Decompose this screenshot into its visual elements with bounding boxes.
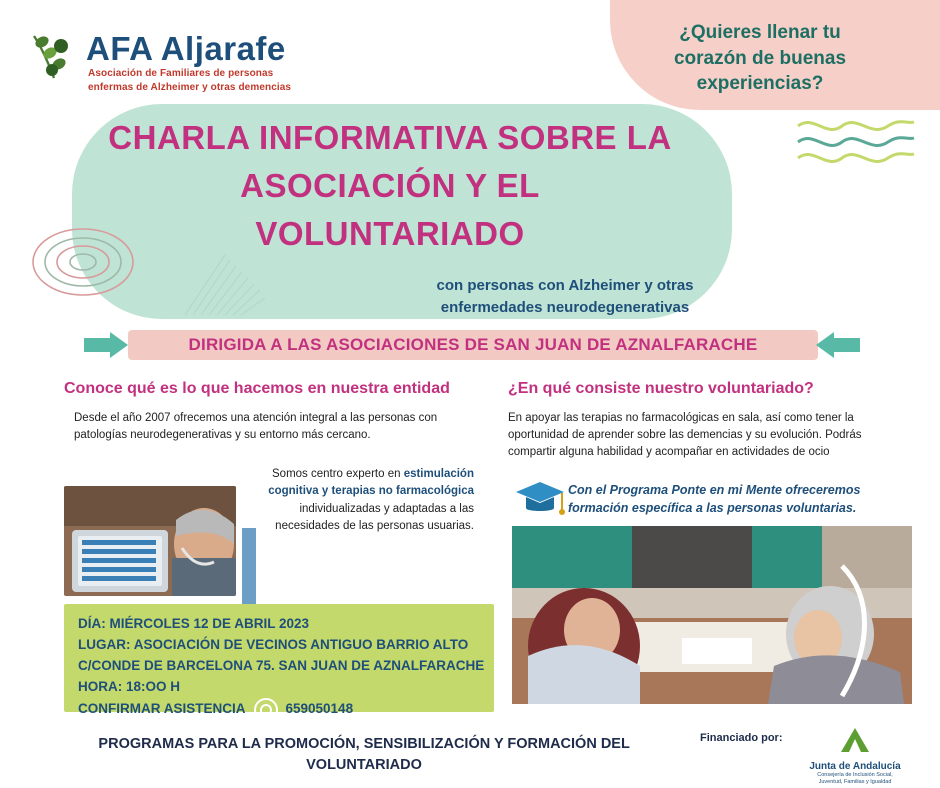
left-column-paragraph: Desde el año 2007 ofrecemos una atención integral a las personas con patologías neurodegenerativas y su entorno más cercano. xyxy=(74,412,438,442)
hatch-triangle-icon xyxy=(180,250,270,320)
subtitle-line2: enfermedades neurodegenerativas xyxy=(440,298,690,316)
page-title xyxy=(60,114,720,258)
logo-subtitle-line2: enfermas de Alzheimer y otras demencias xyxy=(88,82,292,93)
event-address: C/CONDE DE BARCELONA 75. SAN JUAN DE AZNALFARACHE xyxy=(78,657,485,673)
callout-line2: corazón de buenas xyxy=(673,47,847,69)
junta-sub1: Consejería de Inclusión Social, xyxy=(817,772,893,778)
whatsapp-icon xyxy=(254,698,278,722)
tablet-user-photo xyxy=(64,486,236,596)
logo-subtitle-line1: Asociación de Familiares de personas xyxy=(88,68,274,79)
left-column-heading: Conoce qué es lo que hacemos en nuestra entidad xyxy=(64,380,450,397)
program-note: Con el Programa Ponte en mi Mente ofreceremos formación específica a las personas voluntarias. xyxy=(568,483,861,515)
financed-by-label: Financiado por: xyxy=(700,732,783,744)
subtitle-line1: con personas con Alzheimer y otras xyxy=(436,277,694,294)
flow-text-post: individualizadas y adaptadas a las necesidades de las personas usuarias. xyxy=(275,502,474,532)
footer-title-line1: PROGRAMAS PARA LA PROMOCIÓN, SENSIBILIZACIÓN Y FORMACIÓN DEL xyxy=(98,736,630,752)
target-audience-ribbon: DIRIGIDA A LAS ASOCIACIONES DE SAN JUAN DE AZNALFARACHE xyxy=(128,330,818,360)
title-line2: ASOCIACIÓN Y EL xyxy=(240,166,540,204)
event-day: DÍA: MIÉRCOLES 12 DE ABRIL 2023 xyxy=(78,616,310,631)
volunteer-session-photo xyxy=(512,526,912,704)
callout-line1: ¿Quieres llenar tu xyxy=(679,22,841,43)
arrow-left-icon xyxy=(816,332,860,358)
contact-phone[interactable]: 659050148 xyxy=(285,701,354,717)
left-column-flow-text xyxy=(244,466,474,535)
callout-question xyxy=(610,20,910,97)
logo-title: AFA Aljarafe xyxy=(86,30,286,67)
confirm-row xyxy=(78,698,480,722)
squiggle-lines-icon xyxy=(796,112,916,172)
logo xyxy=(28,16,328,94)
right-column-paragraph: En apoyar las terapias no farmacológicas en sala, así como tener la oportunidad de aprender sobre las demencias y su evolución. Podrás compartir alguna habilidad y acompañar en actividades de ocio xyxy=(508,412,862,458)
right-photo xyxy=(512,526,912,704)
flow-text-bold: estimulación cognitiva y terapias no farmacológica xyxy=(268,468,474,498)
footer-title-line2: VOLUNTARIADO xyxy=(306,757,422,774)
junta-sub2: Juventud, Familias y Igualdad xyxy=(818,779,892,786)
footer-program-title xyxy=(64,734,664,776)
page-subtitle xyxy=(400,275,730,319)
left-photo xyxy=(64,486,236,596)
right-column xyxy=(508,378,908,515)
arrow-right-icon xyxy=(84,332,128,358)
andalucia-a-icon xyxy=(835,726,875,754)
event-time: HORA: 18:OO H xyxy=(78,678,181,694)
event-details-box xyxy=(64,604,494,717)
title-line3: VOLUNTARIADO xyxy=(255,214,525,252)
confirm-label: CONFIRMAR ASISTENCIA xyxy=(78,701,246,717)
flow-text-pre: Somos centro experto en xyxy=(272,468,404,480)
junta-de-andalucia-logo xyxy=(790,726,920,786)
olive-branch-icon xyxy=(28,26,80,82)
callout-line3: experiencias? xyxy=(696,73,824,95)
event-place: LUGAR: ASOCIACIÓN DE VECINOS ANTIGUO BARRIO ALTO xyxy=(78,636,469,652)
junta-name: Junta de Andalucía xyxy=(809,761,901,772)
graduation-cap-icon xyxy=(512,476,568,518)
title-line1: CHARLA INFORMATIVA SOBRE LA xyxy=(108,119,672,156)
left-column xyxy=(64,378,474,532)
right-column-heading: ¿En qué consiste nuestro voluntariado? xyxy=(508,380,814,397)
